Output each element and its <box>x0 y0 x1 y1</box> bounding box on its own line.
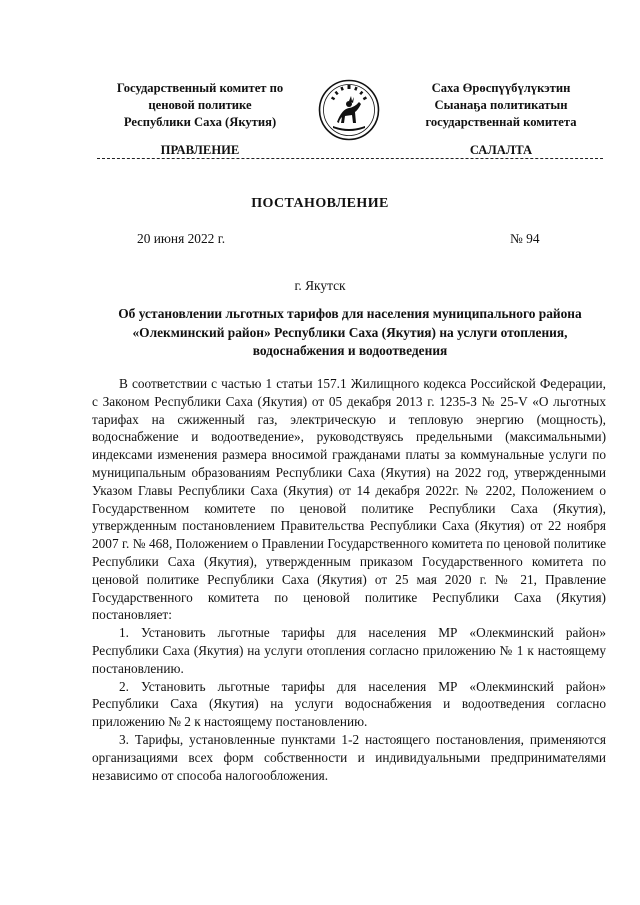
issuer-line: государственнай комитета <box>425 115 577 129</box>
document-title: ПОСТАНОВЛЕНИЕ <box>251 196 389 211</box>
document-number: № 94 <box>510 231 540 246</box>
body-paragraph: 2. Установить льготные тарифы для населения МР «Олекминский район» Республики Саха (Якутия) на услуги водоснабжения и водоотведения согласно приложению № 2 к настоящему постановлению. <box>92 678 606 730</box>
body-paragraph: В соответствии с частью 1 статьи 157.1 Жилищного кодекса Российской Федерации, с Законом Республики Саха (Якутия) от 05 декабря 2013 г. 1235-З № 25-V «О льготных тарифах на сжиженный газ, электрическую и тепловую энергию (мощность), водоснабжение и водоотведение», руководствуясь предельными (максимальными) индексами изменения размера вносимой гражданами платы за коммунальные услуги по муниципальным образованиям Республики Саха (Якутия) на 2022 год, утвержденными Указом Главы Республики Саха (Якутия) от 14 декабря 2022г. № 2202, Положением о Государственном комитете по ценовой политике Республики Саха (Якутия), утвержденным постановлением Правительства Республики Саха (Якутия) от 22 ноября 2007 г. № 468, Положением о Правлении Государственного комитета по ценовой политике Республики Саха (Якутия), утвержденным приказом Государственного комитета по ценовой политике Республики Саха (Якутия) от 25 мая 2020 г. № 21, Правление Государственного комитета по ценовой политике Республики Саха (Якутия) постановляет: <box>92 376 606 623</box>
document-city: г. Якутск <box>294 278 346 293</box>
yakutia-coat-of-arms-icon <box>318 79 380 141</box>
issuer-line: ценовой политике <box>148 98 252 112</box>
board-label-russian: ПРАВЛЕНИЕ <box>160 143 240 157</box>
header-divider <box>97 158 603 159</box>
issuer-name-russian <box>95 80 305 131</box>
issuer-name-yakut <box>398 80 604 131</box>
document-subject: Об установлении льготных тарифов для населения муниципального района «Олекминский район» Республики Саха (Якутия) на услуги отопления, водоснабжения и водоотведения <box>118 306 582 358</box>
board-label-yakut: САЛАЛТА <box>469 143 533 157</box>
issuer-line: Саха Өрөспүүбүлүкэтин <box>431 81 571 95</box>
body-paragraph: 1. Установить льготные тарифы для населения МР «Олекминский район» Республики Саха (Якутия) на услуги отопления согласно приложению № 1 к настоящему постановлению. <box>92 625 606 676</box>
issuer-line: Государственный комитет по <box>116 81 284 95</box>
issuer-line: Республики Саха (Якутия) <box>123 115 277 129</box>
document-date: 20 июня 2022 г. <box>137 231 226 246</box>
issuer-line: Сыанаҕа политикатын <box>434 98 568 112</box>
body-paragraph: 3. Тарифы, установленные пунктами 1-2 настоящего постановления, применяются организациями всех форм собственности и индивидуальными предпринимателями независимо от способа налогообложения. <box>92 731 606 783</box>
document-body <box>92 375 606 784</box>
